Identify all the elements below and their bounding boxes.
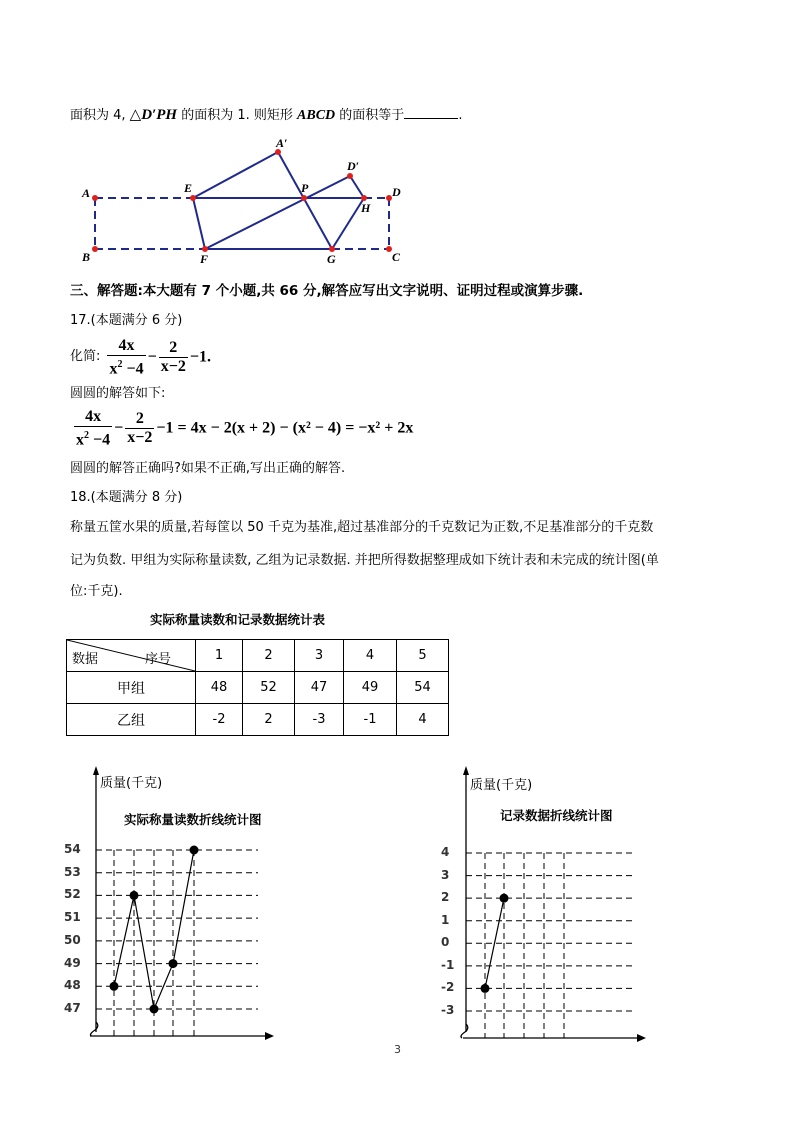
record-data-line-chart	[0, 760, 794, 1060]
minus-sign: −	[147, 348, 157, 366]
cell: 4	[397, 704, 449, 736]
cell: -3	[295, 704, 344, 736]
solution-rhs: −1 = 4x − 2(x + 2) − (x² − 4) = −x² + 2x	[156, 419, 414, 437]
label-B: B	[82, 250, 91, 264]
col-header: 4	[344, 640, 397, 672]
y-tick-label: 0	[441, 935, 450, 950]
q16-suffix: 的面积等于	[335, 108, 405, 123]
corner-right-label: 序号	[145, 652, 172, 667]
col-header: 2	[243, 640, 295, 672]
left-chart-title: 实际称量读数折线统计图	[124, 812, 262, 827]
label-H: H	[361, 201, 371, 215]
right-ylabel: 质量(千克)	[470, 778, 533, 793]
y-tick-label: 3	[441, 867, 450, 882]
expr-tail: −1.	[189, 348, 211, 366]
page-number: 3	[394, 1043, 401, 1056]
y-tick-label: 1	[441, 912, 450, 927]
q16-middle: 的面积为 1. 则矩形	[177, 108, 298, 123]
cell: 2	[243, 704, 295, 736]
q17-solution	[72, 408, 413, 449]
corner-left-label: 数据	[72, 652, 99, 667]
q18-para-line2: 记为负数. 甲组为实际称量读数, 乙组为记录数据. 并把所得数据整理成如下统计表和未完成的统计图(单	[70, 553, 659, 568]
triangle-symbol: △	[129, 105, 142, 123]
cell: 47	[295, 672, 344, 704]
row-label: 乙组	[67, 704, 196, 736]
col-header: 1	[196, 640, 243, 672]
q17-expression	[105, 337, 211, 378]
y-tick-label: 2	[441, 890, 450, 905]
frac1-num: 4x	[107, 337, 145, 356]
y-tick-label: 50	[64, 932, 81, 947]
q18-title: 18.(本题满分 8 分)	[70, 490, 183, 505]
table-row	[67, 704, 449, 736]
sol-frac2-num: 2	[125, 410, 154, 429]
sol-minus: −	[114, 419, 124, 437]
q16-end: .	[458, 108, 463, 123]
row-label: 甲组	[67, 672, 196, 704]
frac1-den-rest: −4	[122, 360, 144, 378]
cell: 54	[397, 672, 449, 704]
sol-frac1-den-rest: −4	[89, 431, 111, 449]
cell: 48	[196, 672, 243, 704]
col-header: 5	[397, 640, 449, 672]
y-tick-label: -2	[441, 980, 455, 995]
section3-heading: 三、解答题:本大题有 7 个小题,共 66 分,解答应写出文字说明、证明过程或演算步骤.	[70, 283, 584, 299]
sol-frac1-den-base: x	[76, 431, 84, 449]
q16-prefix: 面积为 4,	[70, 108, 130, 123]
y-tick-label: 54	[64, 842, 81, 856]
sol-frac2-den: x−2	[127, 429, 153, 447]
y-tick-label: 47	[64, 1001, 81, 1015]
cell: -1	[344, 704, 397, 736]
y-tick-label: 49	[64, 955, 81, 970]
table-corner-cell	[67, 640, 196, 672]
q17-prompt	[70, 337, 211, 378]
frac2-den: x−2	[160, 358, 186, 376]
label-P: P	[301, 181, 309, 195]
col-header: 3	[295, 640, 344, 672]
q18-para-line1: 称量五筐水果的质量,若每筐以 50 千克为基准,超过基准部分的千克数记为正数,不足基准部分的千克数	[70, 520, 654, 535]
sol-frac1-num: 4x	[74, 408, 112, 427]
q17-prompt-label: 化简:	[70, 348, 101, 364]
q17-title: 17.(本题满分 6 分)	[70, 313, 183, 328]
sol-frac1-den-exp: 2	[84, 430, 89, 441]
y-tick-label: 51	[64, 910, 81, 925]
label-D: D	[392, 185, 401, 199]
frac1-den-exp: 2	[117, 359, 123, 370]
y-tick-label: 4	[441, 845, 450, 859]
q17-solution-intro: 圆圆的解答如下:	[70, 386, 166, 401]
label-E: E	[184, 181, 193, 195]
cell: -2	[196, 704, 243, 736]
label-A-prime: A′	[276, 136, 288, 150]
label-A: A	[82, 186, 91, 200]
y-tick-label: 48	[64, 978, 81, 993]
label-D-prime: D′	[347, 159, 360, 173]
label-C: C	[392, 250, 401, 264]
y-tick-label: -1	[441, 957, 455, 972]
cell: 49	[344, 672, 397, 704]
rect-name: ABCD	[297, 108, 336, 123]
label-G: G	[327, 252, 336, 266]
q17-question: 圆圆的解答正确吗?如果不正确,写出正确的解答.	[70, 461, 346, 476]
y-tick-label: -3	[441, 1003, 455, 1017]
cell: 52	[243, 672, 295, 704]
geometry-figure	[0, 0, 794, 280]
y-tick-label: 52	[64, 887, 81, 902]
frac1-den-base: x	[109, 360, 118, 378]
right-chart-title: 记录数据折线统计图	[500, 808, 613, 823]
y-tick-label: 53	[64, 864, 81, 879]
stats-table	[66, 639, 449, 736]
q18-para-line3: 位:千克).	[70, 584, 123, 599]
table-header-row	[67, 640, 449, 672]
left-ylabel: 质量(千克)	[100, 776, 163, 791]
table-row	[67, 672, 449, 704]
table-title: 实际称量读数和记录数据统计表	[150, 612, 326, 627]
triangle-name: D′PH	[141, 107, 178, 123]
label-F: F	[200, 252, 209, 266]
frac2-num: 2	[159, 339, 188, 358]
